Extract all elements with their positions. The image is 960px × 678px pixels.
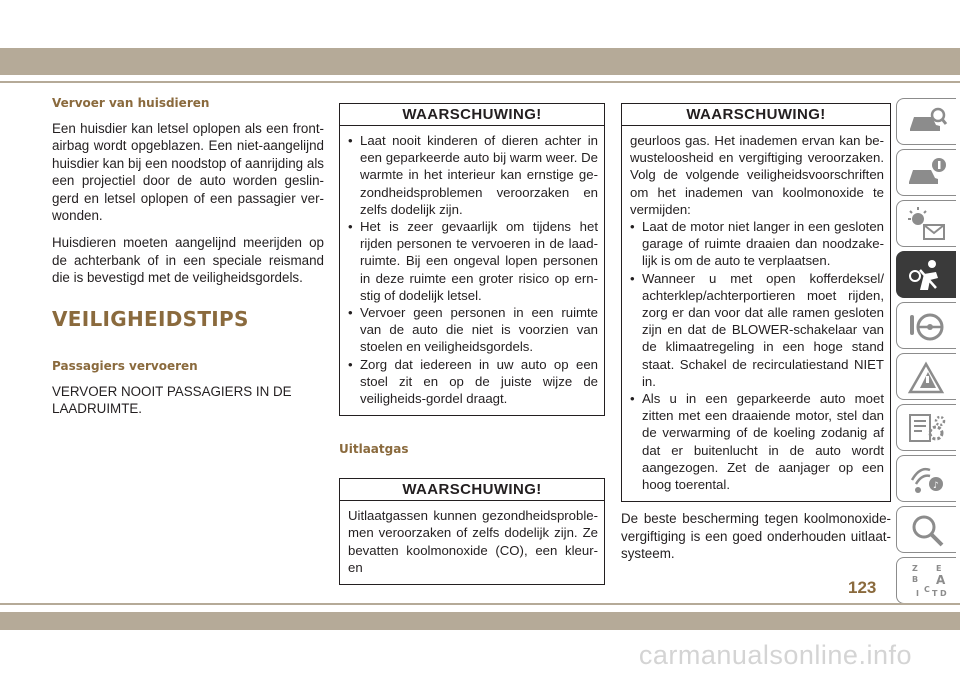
magnifier-icon [906,511,948,549]
multimedia-icon [906,460,948,498]
index-letter: B [911,574,918,584]
heading-passengers: Passagiers vervoeren [52,358,198,373]
warning-text: Uitlaatgassen kunnen gezondheidsproble-men veroorzaken of zelfs dodelijk zijn. Ze bevatten koolmonoxide (CO), een kleur- en [348,508,598,575]
index-letter: A [935,572,945,587]
warning-title: WAARSCHUWING! [622,104,890,126]
tab-emergency[interactable] [896,353,956,400]
heading-pets: Vervoer van huisdieren [52,96,210,110]
warning-list [348,132,598,407]
warning-title: WAARSCHUWING! [340,479,604,501]
index-letters-icon [906,562,948,600]
tab-service[interactable] [896,404,956,451]
para-passengers: VERVOER NOOIT PASSAGIERS IN DE LAADRUIMTE. [52,383,292,417]
watermark: carmanualsonline.info [638,640,912,670]
tab-warning-lights[interactable] [896,200,956,247]
para-pets-1: Een huisdier kan letsel oplopen als een front-airbag wordt opgeblazen. Een niet-aangelijnd huisdier kan bij een noodstop of aanrijding als een projectiel door de auto worden geslin-gerd en letsel oplopen of een passagier ver-wonden. [52,121,324,224]
index-letter: E [935,563,941,573]
para-after-warning: De beste bescherming tegen koolmonoxide-vergiftiging is een goed onderhouden uitlaat-systeem. [621,511,891,562]
tab-index[interactable] [896,557,956,604]
warning-title: WAARSCHUWING! [340,104,604,126]
heading-safety-tips: VEILIGHEIDSTIPS [52,306,249,331]
list-item: • Laat nooit kinderen of dieren achter in een geparkeerde auto bij warm weer. De warmte in het interieur kan ernstige ge-zondheidsproblemen veroorzaken en zelfs dodelijk zijn. [348,132,598,218]
warning-box-3 [621,103,891,502]
service-gears-icon [906,409,948,447]
list-item: • Het is zeer gevaarlijk om tijdens het rijden personen te vervoeren in de laad-ruimte. Bij een ongeval lopen personen in deze ruimte een groter risico op ern-stig of dodelijk letsel. [348,218,598,304]
column-1 [52,96,324,427]
bottom-band [0,612,960,630]
column-3 [621,103,891,572]
list-item: • Vervoer geen personen in een ruimte van de auto die niet is voorzien van stoelen en veiligheidsgordels. [348,304,598,356]
tab-multimedia[interactable] [896,455,956,502]
warning-list [630,218,884,493]
index-letter: D [939,588,947,598]
warning-box-2 [339,478,605,585]
road-warning-icon [906,358,948,396]
heading-exhaust: Uitlaatgas [339,442,409,457]
tab-car-search[interactable] [896,98,956,145]
top-rule [0,81,960,83]
svg-text:♪: ♪ [932,480,939,491]
tab-driving[interactable] [896,302,956,349]
warning-lights-mail-icon [906,205,948,243]
list-item: • Laat de motor niet langer in een gesloten garage of ruimte draaien dan noodzake-lijk is om de auto te verplaatsen. [630,218,884,270]
car-info-icon [906,154,948,192]
index-letter: C [923,584,930,594]
list-item: • Als u in een geparkeerde auto moet zitten met een draaiende motor, stel dan de verwarming of de koeling zodanig af dat er buitenlucht in de auto wordt aangezogen. Zet de aanjager op een hoog toerental. [630,390,884,493]
page-number: 123 [848,578,877,597]
top-band [0,48,960,75]
seatbelt-airbag-icon [906,256,948,294]
index-letter: Z [911,563,918,573]
warning-box-1 [339,103,605,416]
warning-intro: geurloos gas. Het inademen ervan kan be-wusteloosheid en vergiftiging veroorzaken. Volg de volgende veiligheidsvoorschriften om het inademen van koolmonoxide te vermijden: [630,133,884,217]
list-item: • Wanneer u met open kofferdeksel/ achterklep/achterportieren moet rijden, zorg er dan voor dat alle ramen gesloten zijn en dat de BLOWER-schakelaar van de klimaatregeling in een hoge stand staat. Schakel de recirculatiestand NIET in. [630,270,884,390]
index-letter: I [915,588,919,598]
tab-safety[interactable] [896,251,956,298]
para-pets-2: Huisdieren moeten aangelijnd meerijden op de achterbank of in een speciale reismand die is bevestigd met de veiligheidsgordels. [52,235,324,286]
index-letter: T [931,588,937,598]
list-item: • Zorg dat iedereen in uw auto op een stoel zit en op de juiste wijze de veiligheids-gordel draagt. [348,356,598,408]
column-2 [339,103,605,585]
car-search-icon [906,103,948,141]
tab-index-search[interactable] [896,506,956,553]
tab-car-info[interactable] [896,149,956,196]
steering-wheel-icon [906,307,948,345]
bottom-rule [0,603,960,605]
chapter-tabs [896,98,960,608]
